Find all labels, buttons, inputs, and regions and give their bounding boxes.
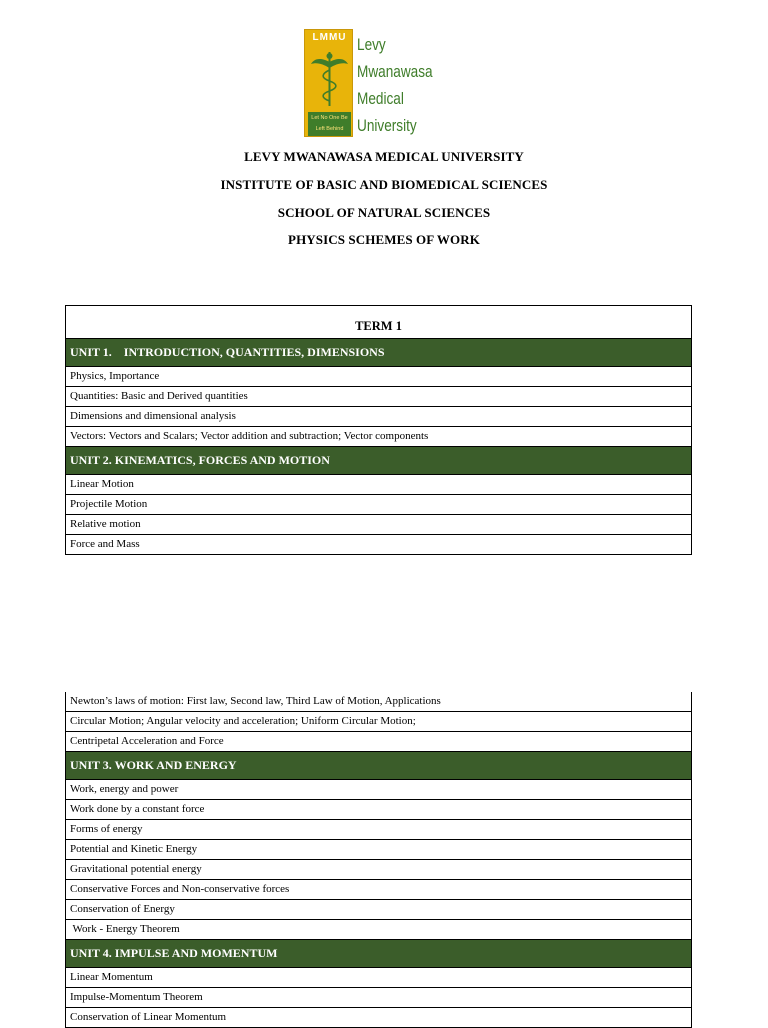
table-row: Circular Motion; Angular velocity and acceleration; Uniform Circular Motion; xyxy=(66,712,691,732)
motto-line-1: Let No One Be xyxy=(311,115,348,121)
table-row: Impulse-Momentum Theorem xyxy=(66,988,691,1008)
term-title: TERM 1 xyxy=(66,305,691,339)
table-row: Forms of energy xyxy=(66,820,691,840)
table-row: Force and Mass xyxy=(66,535,691,555)
table-row: Relative motion xyxy=(66,515,691,535)
logo-emblem-box xyxy=(304,29,353,137)
logo-name-line-2: Mwanawasa xyxy=(357,62,433,81)
unit-4-header: UNIT 4. IMPULSE AND MOMENTUM xyxy=(66,940,691,968)
school-heading: SCHOOL OF NATURAL SCIENCES xyxy=(277,205,491,220)
table-row: Quantities: Basic and Derived quantities xyxy=(66,387,691,407)
table-row: Vectors: Vectors and Scalars; Vector addition and subtraction; Vector components xyxy=(66,427,691,447)
university-name-heading: LEVY MWANAWASA MEDICAL UNIVERSITY xyxy=(244,149,524,164)
scheme-table-page-2 xyxy=(65,692,692,1028)
table-row: Work, energy and power xyxy=(66,780,691,800)
table-row: Projectile Motion xyxy=(66,495,691,515)
institute-heading: INSTITUTE OF BASIC AND BIOMEDICAL SCIENCES xyxy=(220,177,548,192)
table-row: Dimensions and dimensional analysis xyxy=(66,407,691,427)
table-row: Potential and Kinetic Energy xyxy=(66,840,691,860)
table-row: Conservation of Linear Momentum xyxy=(66,1008,691,1028)
table-row: Work done by a constant force xyxy=(66,800,691,820)
unit-2-header: UNIT 2. KINEMATICS, FORCES AND MOTION xyxy=(66,447,691,475)
motto-line-2: Left Behind xyxy=(315,126,344,132)
logo-name-line-1: Levy xyxy=(357,35,386,54)
unit-1-header: UNIT 1. INTRODUCTION, QUANTITIES, DIMENSIONS xyxy=(66,339,691,367)
logo-motto xyxy=(308,112,351,136)
logo-wordmark xyxy=(357,31,433,139)
logo-name-line-4: University xyxy=(357,116,417,135)
table-row: Newton’s laws of motion: First law, Second law, Third Law of Motion, Applications xyxy=(66,692,691,712)
caduceus-icon xyxy=(311,48,348,108)
table-row: Gravitational potential energy xyxy=(66,860,691,880)
table-row: Linear Motion xyxy=(66,475,691,495)
unit-3-header: UNIT 3. WORK AND ENERGY xyxy=(66,752,691,780)
scheme-table-page-1 xyxy=(65,305,692,555)
table-row: Centripetal Acceleration and Force xyxy=(66,732,691,752)
university-logo xyxy=(304,29,432,139)
table-row: Conservative Forces and Non-conservative forces xyxy=(66,880,691,900)
table-row: Conservation of Energy xyxy=(66,900,691,920)
document-title-heading: PHYSICS SCHEMES OF WORK xyxy=(288,232,480,247)
table-row: Linear Momentum xyxy=(66,968,691,988)
table-row: Work - Energy Theorem xyxy=(66,920,691,940)
logo-abbreviation: LMMU xyxy=(312,32,347,43)
logo-name-line-3: Medical xyxy=(357,89,404,108)
table-row: Physics, Importance xyxy=(66,367,691,387)
